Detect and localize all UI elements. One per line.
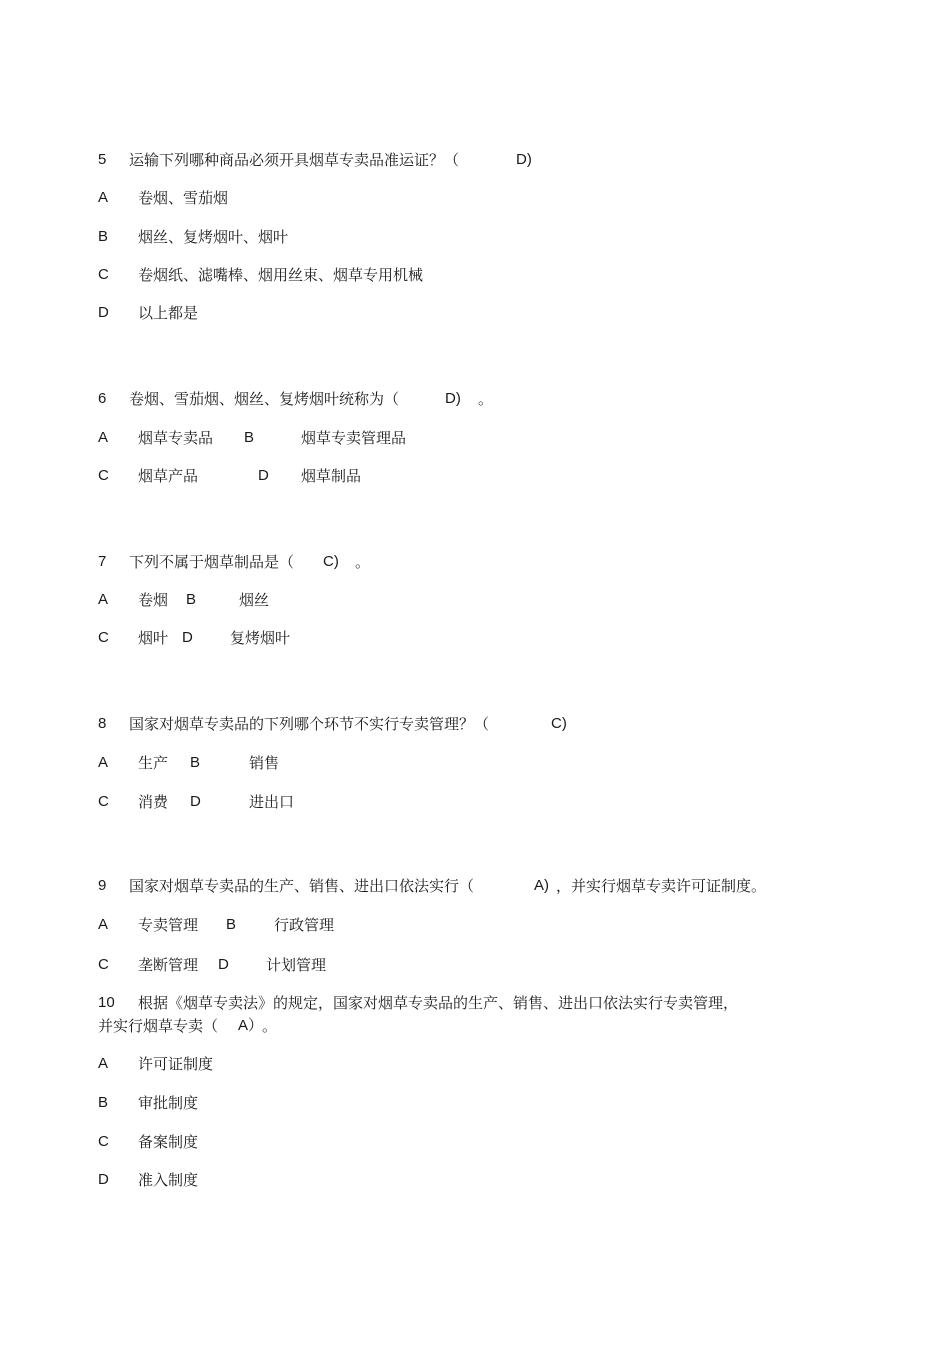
option-text: 行政管理	[274, 916, 335, 934]
question-number: 8	[98, 715, 107, 732]
question-text: 运输下列哪种商品必须开具烟草专卖品准运证？（	[129, 151, 460, 169]
option-letter: C	[98, 467, 109, 484]
option-text: 审批制度	[138, 1094, 199, 1112]
option-letter: D	[98, 304, 109, 321]
option-letter: D	[182, 629, 193, 646]
option-letter: C	[98, 266, 109, 283]
option-letter: A	[98, 591, 109, 608]
option-text: 生产	[138, 754, 169, 772]
option-text: 卷烟、雪茄烟	[138, 189, 229, 207]
question-text-continued: 并实行烟草专卖（	[98, 1017, 219, 1035]
option-letter: A	[98, 1055, 109, 1072]
option-letter: B	[190, 754, 201, 771]
question-number: 6	[98, 390, 107, 407]
answer-mark: A)	[534, 877, 549, 894]
option-letter: A	[98, 754, 109, 771]
option-text: 以上都是	[138, 304, 199, 322]
question-tail: 。	[262, 1017, 278, 1035]
option-text: 销售	[249, 754, 280, 772]
option-letter: B	[98, 228, 109, 245]
answer-mark: A）	[238, 1017, 264, 1034]
option-text: 专卖管理	[138, 916, 199, 934]
option-text: 卷烟纸、滤嘴棒、烟用丝束、烟草专用机械	[138, 266, 424, 284]
option-text: 准入制度	[138, 1171, 199, 1189]
option-letter: C	[98, 629, 109, 646]
question-text: 根据《烟草专卖法》的规定，国家对烟草专卖品的生产、销售、进出口依法实行专卖管理，	[138, 994, 739, 1012]
option-letter: A	[98, 429, 109, 446]
option-text: 烟草产品	[138, 467, 199, 485]
option-text: 烟丝、复烤烟叶、烟叶	[138, 228, 289, 246]
option-letter: D	[190, 793, 201, 810]
option-letter: C	[98, 956, 109, 973]
option-text: 烟丝	[239, 591, 270, 609]
option-text: 进出口	[249, 793, 295, 811]
answer-mark: D)	[445, 390, 461, 407]
option-text: 垄断管理	[138, 956, 199, 974]
answer-mark: D)	[516, 151, 532, 168]
option-text: 复烤烟叶	[230, 629, 291, 647]
question-number: 5	[98, 151, 107, 168]
answer-mark: C)	[551, 715, 567, 732]
question-tail: ，并实行烟草专卖许可证制度。	[556, 877, 767, 895]
question-text: 下列不属于烟草制品是（	[129, 553, 295, 571]
option-letter: C	[98, 1133, 109, 1150]
option-text: 烟叶	[138, 629, 169, 647]
option-letter: D	[218, 956, 229, 973]
option-letter: B	[244, 429, 255, 446]
option-text: 备案制度	[138, 1133, 199, 1151]
answer-mark: C)	[323, 553, 339, 570]
option-letter: B	[226, 916, 237, 933]
option-text: 烟草专卖品	[138, 429, 214, 447]
option-text: 烟草专卖管理品	[301, 429, 407, 447]
question-tail: 。	[355, 553, 371, 571]
option-letter: D	[258, 467, 269, 484]
question-number: 9	[98, 877, 107, 894]
option-text: 许可证制度	[138, 1055, 214, 1073]
option-letter: A	[98, 916, 109, 933]
question-text: 国家对烟草专卖品的下列哪个环节不实行专卖管理？（	[129, 715, 490, 733]
question-number: 7	[98, 553, 107, 570]
question-number: 10	[98, 994, 115, 1011]
question-text: 卷烟、雪茄烟、烟丝、复烤烟叶统称为（	[129, 390, 400, 408]
option-text: 烟草制品	[301, 467, 362, 485]
option-text: 计划管理	[266, 956, 327, 974]
question-text: 国家对烟草专卖品的生产、销售、进出口依法实行（	[129, 877, 475, 895]
option-letter: C	[98, 793, 109, 810]
option-text: 消费	[138, 793, 169, 811]
option-letter: B	[98, 1094, 109, 1111]
option-letter: D	[98, 1171, 109, 1188]
option-text: 卷烟	[138, 591, 169, 609]
option-letter: A	[98, 189, 109, 206]
question-tail: 。	[478, 390, 494, 408]
option-letter: B	[186, 591, 197, 608]
